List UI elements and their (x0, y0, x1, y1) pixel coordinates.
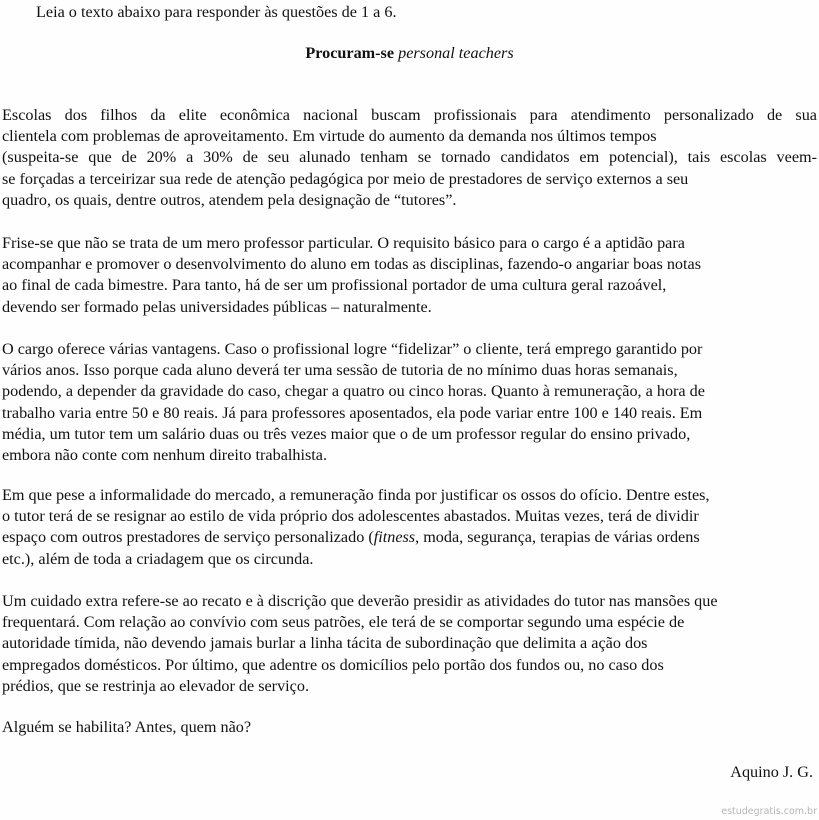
text-line: ao final de cada bimestre. Para tanto, há de ser um profissional portador de uma cultura geral razoável, (2, 276, 667, 295)
text-line: Em que pese a informalidade do mercado, a remuneração finda por justificar os ossos do ofício. Dentre estes, (2, 486, 710, 504)
text-line: (suspeita-se que de 20% a 30% de seu alunado tenham se tornado candidatos em potencial), tais escolas veem- (2, 148, 817, 167)
article-title (0, 44, 819, 62)
text-line: Alguém se habilita? Antes, quem não? (2, 718, 252, 736)
text-segment: espaço com outros prestadores de serviço personalizado ( (2, 528, 374, 547)
text-line: quadro, os quais, dentre outros, atendem pela designação de “tutores”. (2, 190, 457, 209)
italic-term: fitness (373, 528, 416, 547)
text-line: se forçadas a terceirizar sua rede de atenção pedagógica por meio de prestadores de serviço externos a seu (2, 169, 689, 188)
watermark: estudegratis.com.br (721, 806, 817, 817)
text-line: acompanhar e promover o desenvolvimento do aluno em todas as disciplinas, fazendo-o angariar boas notas (2, 255, 701, 274)
paragraph-6 (2, 717, 817, 738)
text-line: Escolas dos filhos da elite econômica nacional buscam profissionais para atendimento personalizado de sua (2, 106, 817, 124)
text-line: autoridade tímida, não devendo jamais burlar a linha tácita de subordinação que delimita a ação dos (2, 634, 648, 653)
title-italic: personal teachers (398, 44, 514, 62)
text-line: o tutor terá de se resignar ao estilo de vida próprio dos adolescentes abastados. Muitas vezes, terá de dividir (2, 507, 699, 526)
text-line: média, um tutor tem um salário duas ou três vezes maior que o de um professor regular do ensino privado, (2, 424, 691, 443)
paragraph-5 (2, 591, 817, 697)
paragraph-3 (2, 339, 817, 466)
text-line: frequentará. Com relação ao convívio com seus patrões, ele terá de se comportar segundo uma espécie de (2, 613, 685, 632)
paragraph-2 (2, 233, 817, 318)
text-line: clientela com problemas de aproveitamento. Em virtude do aumento da demanda nos últimos tempos (2, 127, 657, 146)
text-line: empregados domésticos. Por último, que adentre os domicílios pelo portão dos fundos ou, no caso dos (2, 655, 664, 674)
author-signature: Aquino J. G. (730, 763, 813, 781)
text-line: trabalho varia entre 50 e 80 reais. Já para professores aposentados, ela pode variar entre 100 e 140 reais. Em (2, 403, 703, 422)
paragraph-1 (2, 105, 817, 211)
text-line: Um cuidado extra refere-se ao recato e à discrição que deverão presidir as atividades do tutor nas mansões que (2, 592, 718, 610)
text-line: devendo ser formado pelas universidades públicas – naturalmente. (2, 297, 432, 316)
text-line: embora não conte com nenhum direito trabalhista. (2, 445, 327, 464)
text-line: etc.), além de toda a criadagem que os circunda. (2, 549, 314, 568)
text-segment: , moda, segurança, terapias de várias ordens (415, 528, 700, 547)
text-line (2, 527, 817, 548)
text-line: Frise-se que não se trata de um mero professor particular. O requisito básico para o cargo é a aptidão para (2, 234, 685, 252)
paragraph-4 (2, 485, 817, 570)
text-line: prédios, que se restrinja ao elevador de serviço. (2, 676, 309, 695)
text-line: podendo, a depender da gravidade do caso, chegar a quatro ou cinco horas. Quanto à remuneração, a hora de (2, 382, 705, 401)
text-line: O cargo oferece várias vantagens. Caso o profissional logre “fidelizar” o cliente, terá emprego garantido por (2, 340, 703, 358)
title-main: Procuram-se (305, 44, 395, 62)
text-line: vários anos. Isso porque cada aluno deverá ter uma sessão de tutoria de no mínimo duas horas semanais, (2, 361, 678, 380)
instruction-text: Leia o texto abaixo para responder às questões de 1 a 6. (36, 3, 397, 21)
